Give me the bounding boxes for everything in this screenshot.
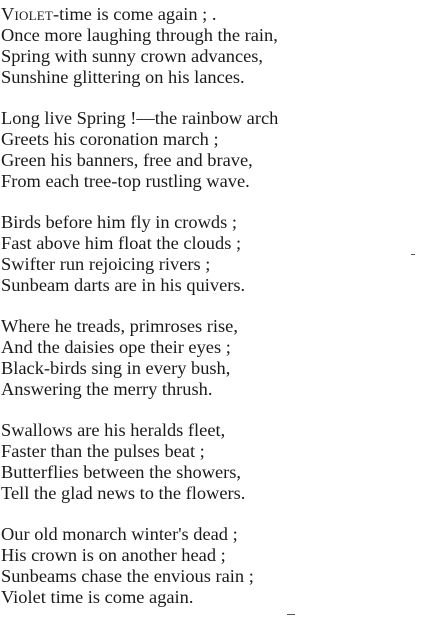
poem-line: Sunbeams chase the envious rain ; bbox=[1, 566, 254, 586]
poem-line: Sunbeam darts are in his quivers. bbox=[1, 275, 246, 295]
poem-line: Long live Spring !—the rainbow arch bbox=[1, 108, 279, 128]
poem-line: Black-birds sing in every bush, bbox=[1, 358, 231, 378]
poem-line: Sunshine glittering on his lances. bbox=[1, 67, 245, 87]
poem-line: Where he treads, primroses rise, bbox=[1, 316, 238, 336]
stanza-4 bbox=[1, 316, 421, 400]
line-rest: -time is come again ; . bbox=[53, 4, 217, 24]
stanza-1 bbox=[1, 4, 421, 88]
poem-line bbox=[1, 4, 421, 25]
stanza-3 bbox=[1, 212, 421, 296]
poem-line: Spring with sunny crown advances, bbox=[1, 46, 264, 66]
poem-line: Tell the glad news to the flowers. bbox=[1, 483, 246, 503]
poem-line: From each tree-top rustling wave. bbox=[1, 171, 250, 191]
poem-text bbox=[1, 4, 421, 628]
print-speck bbox=[287, 614, 295, 615]
stanza-2 bbox=[1, 108, 421, 192]
poem-line: Once more laughing through the rain, bbox=[1, 25, 278, 45]
stanza-5 bbox=[1, 420, 421, 504]
print-speck bbox=[411, 254, 415, 255]
poem-line: Answering the merry thrush. bbox=[1, 379, 213, 399]
poem-line: Fast above him float the clouds ; bbox=[1, 233, 242, 253]
poem-line: Swifter run rejoicing rivers ; bbox=[1, 254, 211, 274]
poem-line: Violet time is come again. bbox=[1, 587, 194, 607]
poem-line: Butterflies between the showers, bbox=[1, 462, 242, 482]
poem-line: Birds before him fly in crowds ; bbox=[1, 212, 237, 232]
stanza-6 bbox=[1, 524, 421, 608]
first-word: Violet bbox=[1, 4, 54, 24]
poem-line: Swallows are his heralds fleet, bbox=[1, 420, 226, 440]
poem-line: Faster than the pulses beat ; bbox=[1, 441, 205, 461]
poem-line: Greets his coronation march ; bbox=[1, 129, 219, 149]
poem-line: And the daisies ope their eyes ; bbox=[1, 337, 231, 357]
poem-line: Green his banners, free and brave, bbox=[1, 150, 253, 170]
poem-line: Our old monarch winter's dead ; bbox=[1, 524, 238, 544]
poem-line: His crown is on another head ; bbox=[1, 545, 226, 565]
